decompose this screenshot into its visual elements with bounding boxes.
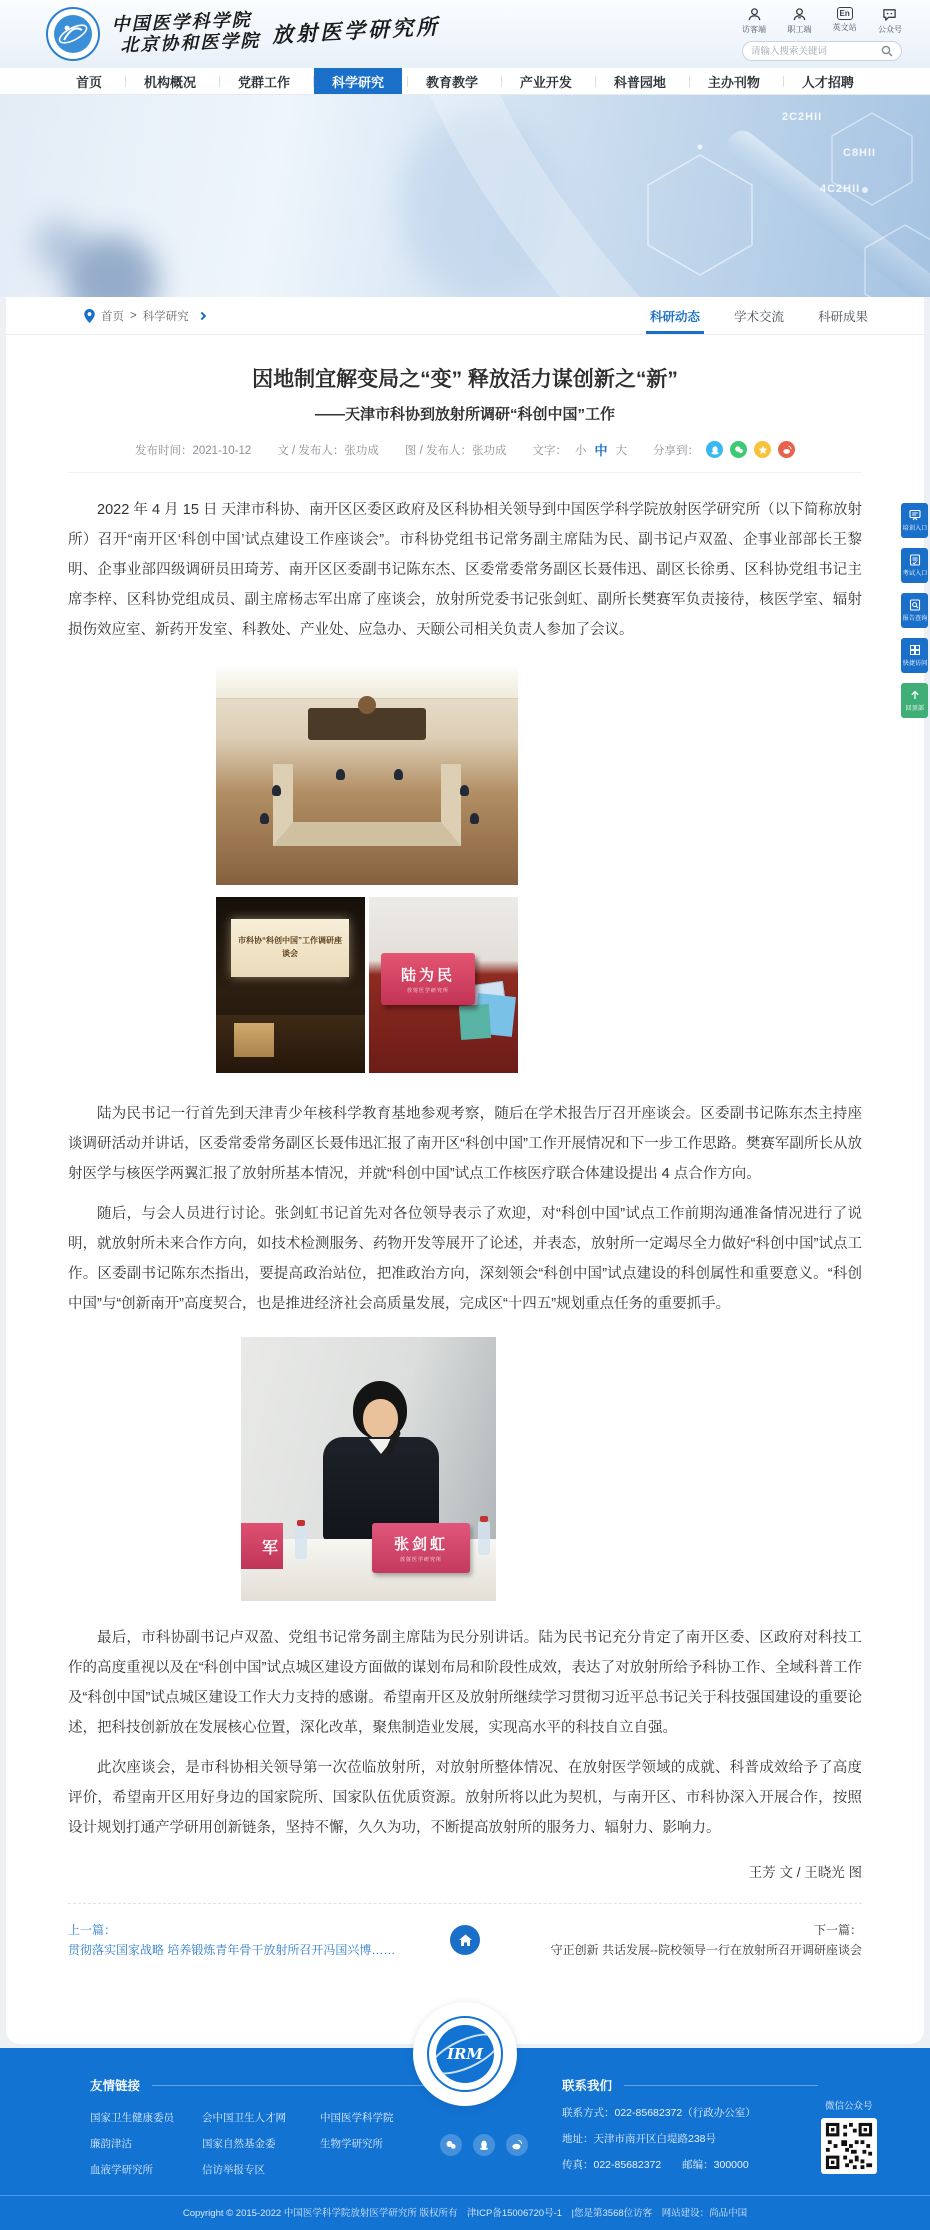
tent-card-sub: 放射医学研究所 — [406, 988, 449, 994]
article-photo-pair — [216, 897, 862, 1073]
footer-emblem — [413, 2002, 517, 2106]
publish-time: 发布时间：2021-10-12 — [134, 444, 252, 457]
photo-person — [260, 813, 269, 824]
staff-icon — [792, 7, 807, 22]
font-size-medium[interactable]: 中 — [594, 443, 608, 458]
float-button-label: 考试入口 — [902, 570, 927, 577]
qq-icon[interactable] — [706, 441, 723, 458]
banner-formula: C8HII — [843, 147, 877, 159]
prev-article — [68, 1920, 401, 1960]
visitor-icon — [747, 7, 762, 22]
footer-emblem-text: IRM — [436, 2025, 494, 2083]
nav-item-party[interactable]: 党群工作 — [220, 68, 308, 94]
photo-water-bottle — [478, 1521, 490, 1555]
quick-link-label: 访客端 — [742, 25, 766, 34]
floating-toolbar — [901, 503, 928, 718]
next-article — [529, 1920, 862, 1960]
content-card — [6, 297, 924, 2044]
photo-speaker-name-card — [372, 1523, 470, 1573]
exam-sheet-icon — [909, 554, 921, 566]
nav-item-home[interactable]: 首页 — [76, 74, 103, 90]
nav-item-overview[interactable]: 机构概况 — [126, 68, 214, 94]
site-logo[interactable] — [46, 7, 440, 61]
paragraph: 最后，市科协副书记卢双盈、党组书记常务副主席陆为民分别讲话。陆为民书记充分肯定了南开区委、区政府对科技工作的高度重视以及在“科创中国”试点城区建设方面做的谋划布局和阶段性成效，表达了对放射所给予科协工作、全域科普工作及“科创中国”试点城区建设工作大力支持的感谢。希望南开区及放射所继续学习贯彻习近平总书记关于科技强国建设的重要论述，把科技创新放在发展核心位置，深化改革，聚焦制造业发展，实现高水平的科技自立自强。 — [68, 1630, 862, 1736]
tent-card-name: 陆为民 — [400, 967, 455, 984]
footer-link[interactable]: 中国医学科学院 — [320, 2112, 394, 2124]
page-banner — [0, 95, 930, 297]
photo-person — [460, 785, 469, 796]
float-button-label: 快捷访问 — [902, 660, 927, 667]
institute-emblem-icon — [46, 7, 100, 61]
prev-label: 上一篇： — [68, 1923, 117, 1937]
nav-item-education[interactable]: 教育教学 — [408, 68, 496, 94]
photo-person — [394, 769, 403, 780]
arrow-up-icon — [909, 689, 921, 701]
breadcrumb-sep: > — [130, 309, 137, 322]
contact-title: 联系我们 — [562, 2079, 613, 2093]
quick-link-label: 公众号 — [877, 25, 902, 34]
font-size-label: 文字： — [532, 444, 567, 457]
font-size-large[interactable]: 大 — [615, 444, 628, 457]
back-to-top-button[interactable] — [901, 683, 928, 718]
training-board-icon — [909, 509, 921, 521]
speaker-card-sub: 放射医学研究所 — [399, 1557, 442, 1563]
article-pager — [68, 1903, 862, 1982]
en-icon: En — [837, 7, 853, 20]
breadcrumb — [84, 308, 205, 324]
breadcrumb-home[interactable]: 首页 — [101, 310, 124, 323]
photo-projection-screen — [231, 919, 349, 977]
paragraph: 2022 年 4 月 15 日 天津市科协、南开区区委区政府及区科协相关领导到中国医学科学院放射医学研究所（以下简称放射所）召开“南开区‘科创中国’试点建设工作座谈会”。市科协党组书记常务副主席陆为民、副书记卢双盈、企事业部部长王黎明、企事业部四级调研员田琦芳、南开区区委副书记陈东杰、区委常委常务副区长聂伟迅、副区长徐勇、区科协党组书记主席李梓、区科协党组成员、副主席杨志军出席了座谈会，放射所党委书记张剑虹、副所长樊赛军负责接待，核医学室、辐射损伤效应室、新药开发室、科教处、产业处、应急办、天颐公司相关负责人参加了会议。 — [68, 502, 862, 638]
photo-u-table — [273, 764, 461, 846]
org-line2: 北京协和医学院 — [120, 30, 261, 57]
friend-links-block — [90, 2076, 430, 2179]
article-meta — [68, 440, 862, 473]
footer-link[interactable]: 血液学研究所 — [90, 2164, 153, 2176]
article — [6, 335, 924, 1982]
main-nav — [0, 68, 930, 95]
contact-block — [562, 2076, 818, 2179]
org-line3: 放射医学研究所 — [271, 13, 441, 48]
article-photo-meeting-room — [216, 667, 518, 885]
speaker-card-name: 张剑虹 — [393, 1536, 448, 1553]
wechat-icon[interactable] — [730, 441, 747, 458]
contact-fax: 传真：022-85682372 — [562, 2159, 662, 2171]
header-search[interactable] — [742, 41, 902, 61]
paragraph: 此次座谈会，是市科协相关领导第一次莅临放射所，对放射所整体情况、在放射医学领域的成就、科普成效给予了高度评价，希望南开区用好身边的国家院所、国家队伍优质资源。放射所将以此为契机，与南开区、市科协深入开展合作，按照设计规划打通产学研用创新链条，坚持不懈，久久为功，不断提高放射所的服务力、辐射力、影响力。 — [68, 1760, 862, 1836]
quick-link-label: 英文站 — [832, 23, 857, 32]
copyright-text: Copyright © 2015-2022 中国医学科学院放射医学研究所 版权所有 津ICP备15006720号-1 |您是第3568位访客 网站建设：尚品中国 — [0, 2195, 930, 2230]
search-input[interactable] — [751, 46, 881, 57]
next-label: 下一篇： — [813, 1923, 862, 1937]
photo-water-bottle — [295, 1525, 307, 1559]
wechat-official-link[interactable] — [878, 7, 902, 35]
float-button-label: 报告查询 — [902, 615, 927, 622]
wechat-qr-block — [818, 2076, 880, 2179]
footer-link[interactable]: 廉韵津沽 — [90, 2138, 132, 2150]
font-size-small[interactable]: 小 — [575, 444, 587, 457]
article-title: 因地制宜解变局之“变” 释放活力谋创新之“新” — [252, 368, 678, 391]
footer-link[interactable]: 国家自然基金委 — [202, 2138, 276, 2150]
nav-item-science-popular[interactable]: 科普园地 — [596, 68, 684, 94]
chevron-right-icon — [197, 311, 205, 319]
org-line1: 中国医学科学院 — [111, 10, 252, 36]
quick-access-icon — [909, 644, 921, 656]
banner-decor — [0, 95, 930, 297]
photo-ceiling — [216, 667, 518, 699]
tab-research-news[interactable]: 科研动态 — [650, 297, 700, 334]
screen-text: 市科协“科创中国”工作调研座谈会 — [238, 936, 342, 958]
article-photo-screen — [216, 897, 365, 1073]
wechat-qr-label: 微信公众号 — [825, 2101, 873, 2112]
english-site-link[interactable] — [833, 7, 857, 35]
photo-podium — [234, 1023, 274, 1057]
report-query-button[interactable] — [901, 593, 928, 628]
contact-phone: 联系方式：022-85682372（行政办公室） — [562, 2107, 756, 2119]
footer-link[interactable]: 信访举报专区 — [202, 2164, 265, 2176]
photo-book — [459, 1004, 491, 1040]
photo-name-tent-card — [381, 953, 475, 1005]
banner-formula: 4C2HII — [820, 183, 861, 195]
photo-person — [470, 813, 479, 824]
report-search-icon — [909, 599, 921, 611]
nav-item-journals[interactable]: 主办刊物 — [690, 68, 778, 94]
search-icon[interactable] — [881, 45, 893, 57]
nav-item-recruit[interactable]: 人才招聘 — [784, 68, 872, 94]
banner-formula: 2C2HII — [782, 111, 823, 123]
nav-item-research[interactable]: 科学研究 — [314, 68, 402, 94]
exam-entrance-button[interactable] — [901, 548, 928, 583]
qq-icon[interactable] — [473, 2134, 495, 2156]
footer-link[interactable]: 生物学研究所 — [320, 2138, 383, 2150]
photo-wall-crest — [308, 708, 426, 740]
text-author: 文 / 发布人：张功成 — [277, 444, 379, 457]
footer-link[interactable]: 会中国卫生人才网 — [202, 2112, 286, 2124]
contact-address: 地址：天津市南开区白堤路238号 — [562, 2133, 717, 2145]
prev-article-link[interactable]: 贯彻落实国家战略 培养锻炼青年骨干放射所召开冯国兴博…… — [68, 1943, 396, 1957]
friend-links-title: 友情链接 — [90, 2079, 141, 2093]
site-header — [0, 0, 930, 68]
weibo-icon[interactable] — [506, 2134, 528, 2156]
article-photo-speaker — [241, 1337, 496, 1601]
training-entrance-button[interactable] — [901, 503, 928, 538]
nav-item-industry[interactable]: 产业开发 — [502, 68, 590, 94]
article-photo-namecard — [369, 897, 518, 1073]
photo-left-name-card: 军 — [241, 1523, 283, 1569]
paragraph: 陆为民书记一行首先到天津青少年核科学教育基地参观考察，随后在学术报告厅召开座谈会。区委副书记陈东杰主持座谈调研活动并讲话，区委常委常务副区长聂伟迅汇报了南开区“科创中国”工作开展情况和下一步工作思路。樊赛军副所长从放射医学与核医学两翼汇报了放射所基本情况，并就“科创中国”试点工作核医疗联合体建设提出 4 点合作方向。 — [68, 1106, 862, 1182]
breadcrumb-row — [6, 297, 924, 335]
tab-research-results[interactable]: 科研成果 — [817, 309, 868, 324]
weibo-icon[interactable] — [778, 441, 795, 458]
location-pin-icon — [84, 309, 95, 323]
article-byline: 王芳 文 / 王晓光 图 — [748, 1865, 862, 1880]
header-quick-links — [742, 7, 902, 35]
qr-code — [821, 2118, 877, 2174]
section-tabs — [650, 297, 868, 334]
contact-zip: 邮编：300000 — [682, 2159, 749, 2171]
article-subtitle: ——天津市科协到放射所调研“科创中国”工作 — [314, 406, 615, 423]
home-icon — [458, 1933, 473, 1948]
float-button-label: 培训入口 — [902, 525, 927, 532]
quick-access-button[interactable] — [901, 638, 928, 673]
next-article-link[interactable]: 守正创新 共话发展--院校领导一行在放射所召开调研座谈会 — [550, 1943, 862, 1957]
breadcrumb-current[interactable]: 科学研究 — [142, 310, 189, 323]
share-label: 分享到： — [653, 444, 700, 457]
wechat-official-icon — [882, 7, 897, 22]
float-button-label: 回顶部 — [905, 705, 924, 712]
photo-person — [336, 769, 345, 780]
photo-person — [272, 785, 281, 796]
qzone-icon[interactable] — [754, 441, 771, 458]
footer-link[interactable]: 国家卫生健康委员 — [90, 2112, 174, 2124]
tab-academic-exchange[interactable]: 学术交流 — [733, 309, 784, 324]
back-home-button[interactable] — [450, 1925, 480, 1955]
quick-link-label: 职工端 — [787, 25, 812, 34]
footer-socials — [440, 2134, 528, 2156]
visitor-portal-link[interactable] — [742, 7, 766, 35]
font-size-switch — [533, 440, 628, 459]
paragraph: 随后，与会人员进行讨论。张剑虹书记首先对各位领导表示了欢迎，对“科创中国”试点工作前期沟通准备情况进行了说明，就放射所未来合作方向，如技术检测服务、药物开发等展开了论述，并表态，放射所一定竭尽全力做好“科创中国”试点工作。区委副书记陈东杰指出，要提高政治站位，把准政治方向，深刻领会“科创中国”试点建设的科创属性和重要意义。“科创中国”与“创新南开”高度契合，也是推进经济社会高质量发展，完成区“十四五”规划重点任务的重要抓手。 — [68, 1206, 862, 1312]
staff-portal-link[interactable] — [787, 7, 811, 35]
wechat-icon[interactable] — [440, 2134, 462, 2156]
org-name — [111, 10, 441, 57]
share-bar — [653, 441, 795, 458]
photo-author: 图 / 发布人：张功成 — [404, 444, 507, 457]
site-footer — [0, 2045, 930, 2230]
